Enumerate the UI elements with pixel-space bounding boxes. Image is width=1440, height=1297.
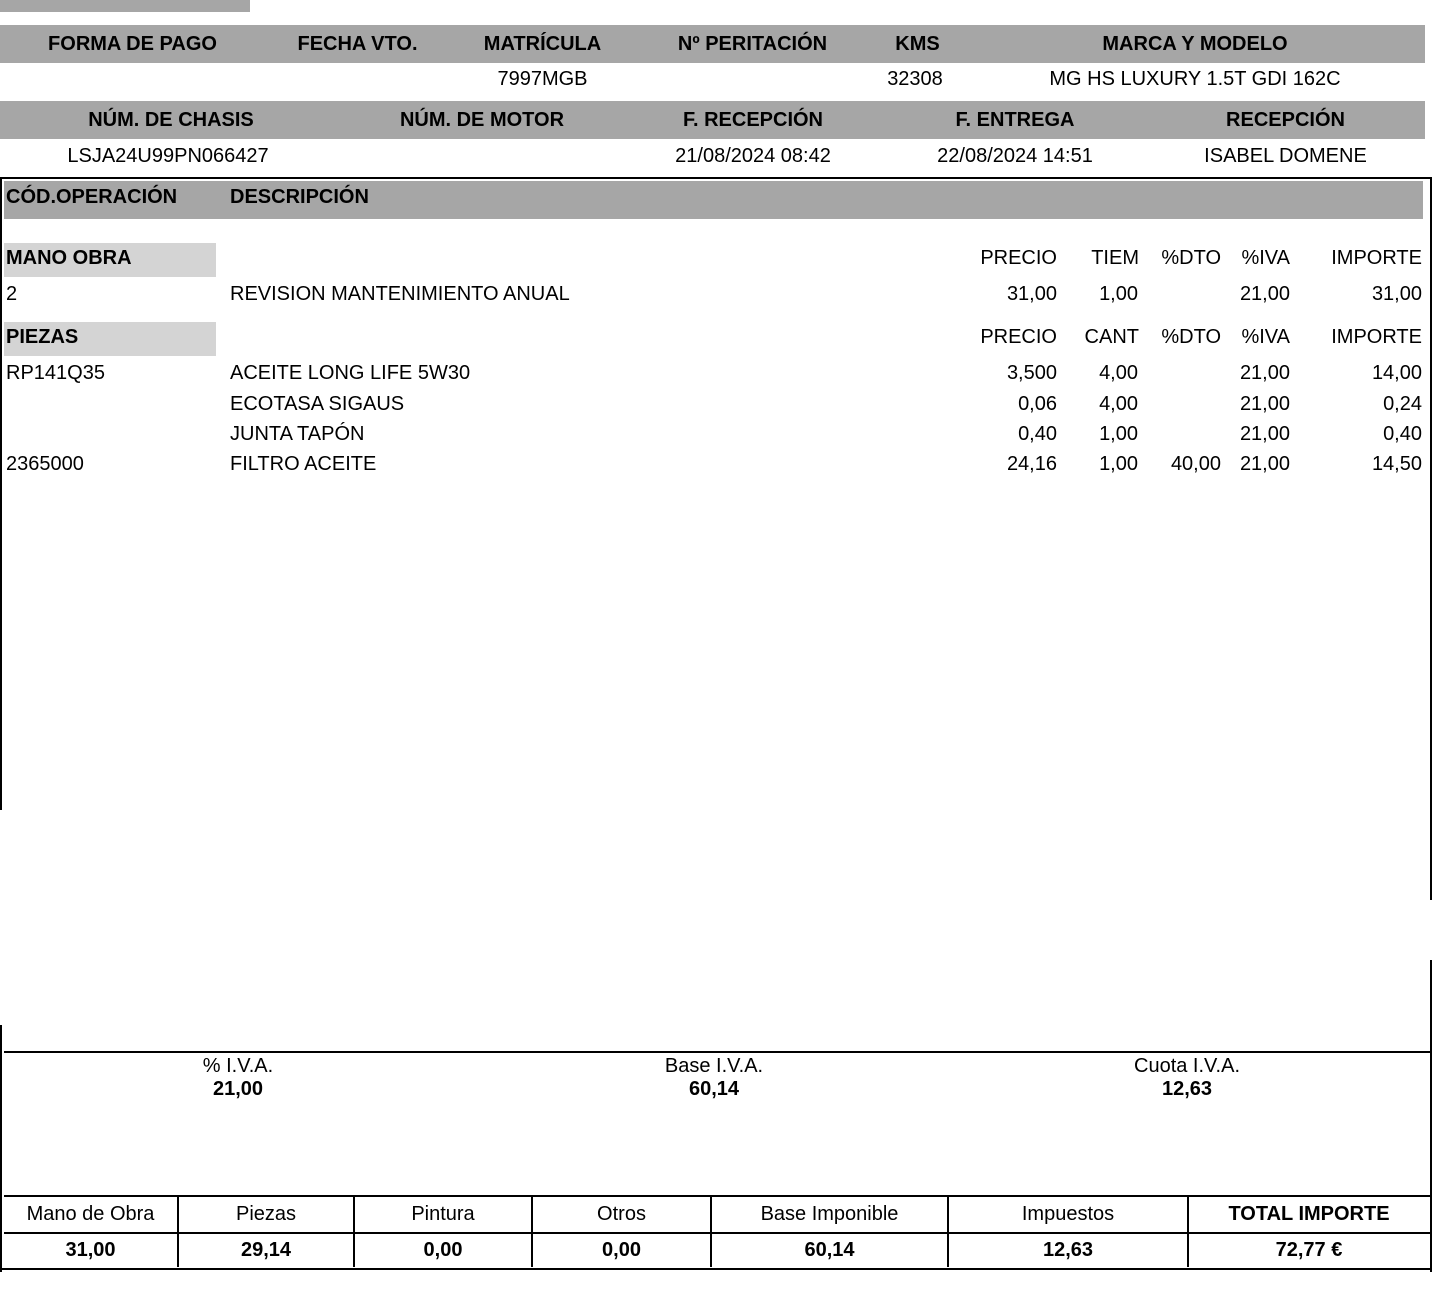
mo-row-code: 2 bbox=[6, 283, 18, 305]
pz-row-iva: 21,00 bbox=[1239, 362, 1290, 384]
pz-col-cant: CANT bbox=[1084, 326, 1139, 348]
pz-row-iva: 21,00 bbox=[1239, 393, 1290, 415]
total-label-base-imponible: Base Imponible bbox=[760, 1203, 899, 1225]
mo-row-desc: REVISION MANTENIMIENTO ANUAL bbox=[230, 283, 570, 305]
label-f-entrega: F. ENTREGA bbox=[955, 109, 1075, 131]
chasis-value: LSJA24U99PN066427 bbox=[67, 145, 269, 167]
total-label-otros: Otros bbox=[597, 1203, 646, 1225]
iva-base-value: 60,14 bbox=[688, 1078, 740, 1100]
pz-row-iva: 21,00 bbox=[1239, 453, 1290, 475]
col-cod-operacion: CÓD.OPERACIÓN bbox=[6, 186, 178, 208]
box-right-border-lower bbox=[1430, 960, 1432, 1272]
mo-row-tiem: 1,00 bbox=[1099, 283, 1138, 305]
iva-cuota-value: 12,63 bbox=[1161, 1078, 1213, 1100]
iva-pct-value: 21,00 bbox=[212, 1078, 264, 1100]
mo-col-dto: %DTO bbox=[1161, 247, 1221, 269]
pz-row-desc: ACEITE LONG LIFE 5W30 bbox=[230, 362, 471, 384]
box-left-border-upper bbox=[0, 177, 2, 810]
mo-row-importe: 31,00 bbox=[1371, 283, 1422, 305]
label-kms: KMS bbox=[895, 33, 940, 55]
pz-row-precio: 0,40 bbox=[1018, 423, 1057, 445]
total-value-otros: 0,00 bbox=[602, 1239, 641, 1261]
pz-col-dto: %DTO bbox=[1161, 326, 1221, 348]
label-fecha-vto: FECHA VTO. bbox=[297, 33, 418, 55]
label-forma-pago: FORMA DE PAGO bbox=[48, 33, 217, 55]
pz-row-cant: 4,00 bbox=[1099, 362, 1138, 384]
mo-col-iva: %IVA bbox=[1241, 247, 1290, 269]
pz-row-desc: JUNTA TAPÓN bbox=[230, 423, 365, 445]
pz-row-code: 2365000 bbox=[6, 453, 84, 475]
label-chasis: NÚM. DE CHASIS bbox=[88, 109, 254, 131]
pz-col-importe: IMPORTE bbox=[1331, 326, 1422, 348]
pz-row-precio: 0,06 bbox=[1018, 393, 1057, 415]
kms-value: 32308 bbox=[887, 68, 943, 90]
label-recepcion: RECEPCIÓN bbox=[1226, 109, 1345, 131]
total-label-pintura: Pintura bbox=[411, 1203, 475, 1225]
mo-col-precio: PRECIO bbox=[980, 247, 1057, 269]
f-entrega-value: 22/08/2024 14:51 bbox=[937, 145, 1093, 167]
top-header-bar-fragment bbox=[0, 0, 250, 12]
iva-cuota-label: Cuota I.V.A. bbox=[1134, 1055, 1240, 1077]
label-peritacion: Nº PERITACIÓN bbox=[677, 33, 828, 55]
total-label-piezas: Piezas bbox=[235, 1203, 297, 1225]
total-value-pintura: 0,00 bbox=[423, 1239, 463, 1261]
pz-row-importe: 0,24 bbox=[1383, 393, 1422, 415]
box-right-border-upper bbox=[1430, 177, 1432, 900]
label-marca-modelo: MARCA Y MODELO bbox=[1102, 33, 1288, 55]
pz-row-desc: ECOTASA SIGAUS bbox=[230, 393, 405, 415]
f-recepcion-value: 21/08/2024 08:42 bbox=[675, 145, 831, 167]
pz-col-precio: PRECIO bbox=[980, 326, 1057, 348]
col-descripcion: DESCRIPCIÓN bbox=[230, 186, 369, 208]
label-f-recepcion: F. RECEPCIÓN bbox=[682, 109, 824, 131]
total-value-base-imponible: 60,14 bbox=[804, 1239, 855, 1261]
iva-separator bbox=[4, 1051, 1432, 1053]
pz-row-dto: 40,00 bbox=[1170, 453, 1221, 475]
pz-col-iva: %IVA bbox=[1241, 326, 1290, 348]
box-left-border-lower bbox=[0, 1025, 2, 1272]
mo-row-precio: 31,00 bbox=[1006, 283, 1057, 305]
totals-mid-line bbox=[4, 1232, 1430, 1234]
piezas-section-label: PIEZAS bbox=[4, 322, 216, 356]
total-value-impuestos: 12,63 bbox=[1042, 1239, 1094, 1261]
total-label-mano-obra: Mano de Obra bbox=[26, 1203, 155, 1225]
pz-row-cant: 1,00 bbox=[1099, 423, 1138, 445]
total-value-mano-obra: 31,00 bbox=[65, 1239, 116, 1261]
label-motor: NÚM. DE MOTOR bbox=[399, 109, 565, 131]
pz-row-iva: 21,00 bbox=[1239, 423, 1290, 445]
label-matricula: MATRÍCULA bbox=[483, 33, 602, 55]
marca-modelo-value: MG HS LUXURY 1.5T GDI 162C bbox=[1049, 68, 1341, 90]
pz-row-importe: 0,40 bbox=[1383, 423, 1422, 445]
mo-row-iva: 21,00 bbox=[1239, 283, 1290, 305]
total-value-total-importe: 72,77 € bbox=[1275, 1239, 1343, 1261]
pz-row-importe: 14,00 bbox=[1371, 362, 1422, 384]
matricula-value: 7997MGB bbox=[497, 68, 588, 90]
vehicle-header-row-1 bbox=[0, 25, 1425, 63]
total-label-impuestos: Impuestos bbox=[1021, 1203, 1115, 1225]
pz-row-code: RP141Q35 bbox=[6, 362, 105, 384]
operations-header bbox=[4, 181, 1423, 219]
pz-row-precio: 24,16 bbox=[1006, 453, 1057, 475]
iva-pct-label: % I.V.A. bbox=[202, 1055, 274, 1077]
pz-row-desc: FILTRO ACEITE bbox=[230, 453, 377, 475]
pz-row-cant: 4,00 bbox=[1099, 393, 1138, 415]
pz-row-precio: 3,500 bbox=[1006, 362, 1057, 384]
iva-base-label: Base I.V.A. bbox=[664, 1055, 764, 1077]
pz-row-cant: 1,00 bbox=[1099, 453, 1138, 475]
mo-col-importe: IMPORTE bbox=[1331, 247, 1422, 269]
mo-col-tiem: TIEM bbox=[1091, 247, 1139, 269]
totals-top-line bbox=[4, 1195, 1430, 1197]
vehicle-header-row-2 bbox=[0, 101, 1425, 139]
pz-row-importe: 14,50 bbox=[1371, 453, 1422, 475]
mano-obra-section-label: MANO OBRA bbox=[4, 243, 216, 277]
total-value-piezas: 29,14 bbox=[240, 1239, 292, 1261]
recepcion-value: ISABEL DOMENE bbox=[1204, 145, 1367, 167]
total-label-total-importe: TOTAL IMPORTE bbox=[1228, 1203, 1390, 1225]
